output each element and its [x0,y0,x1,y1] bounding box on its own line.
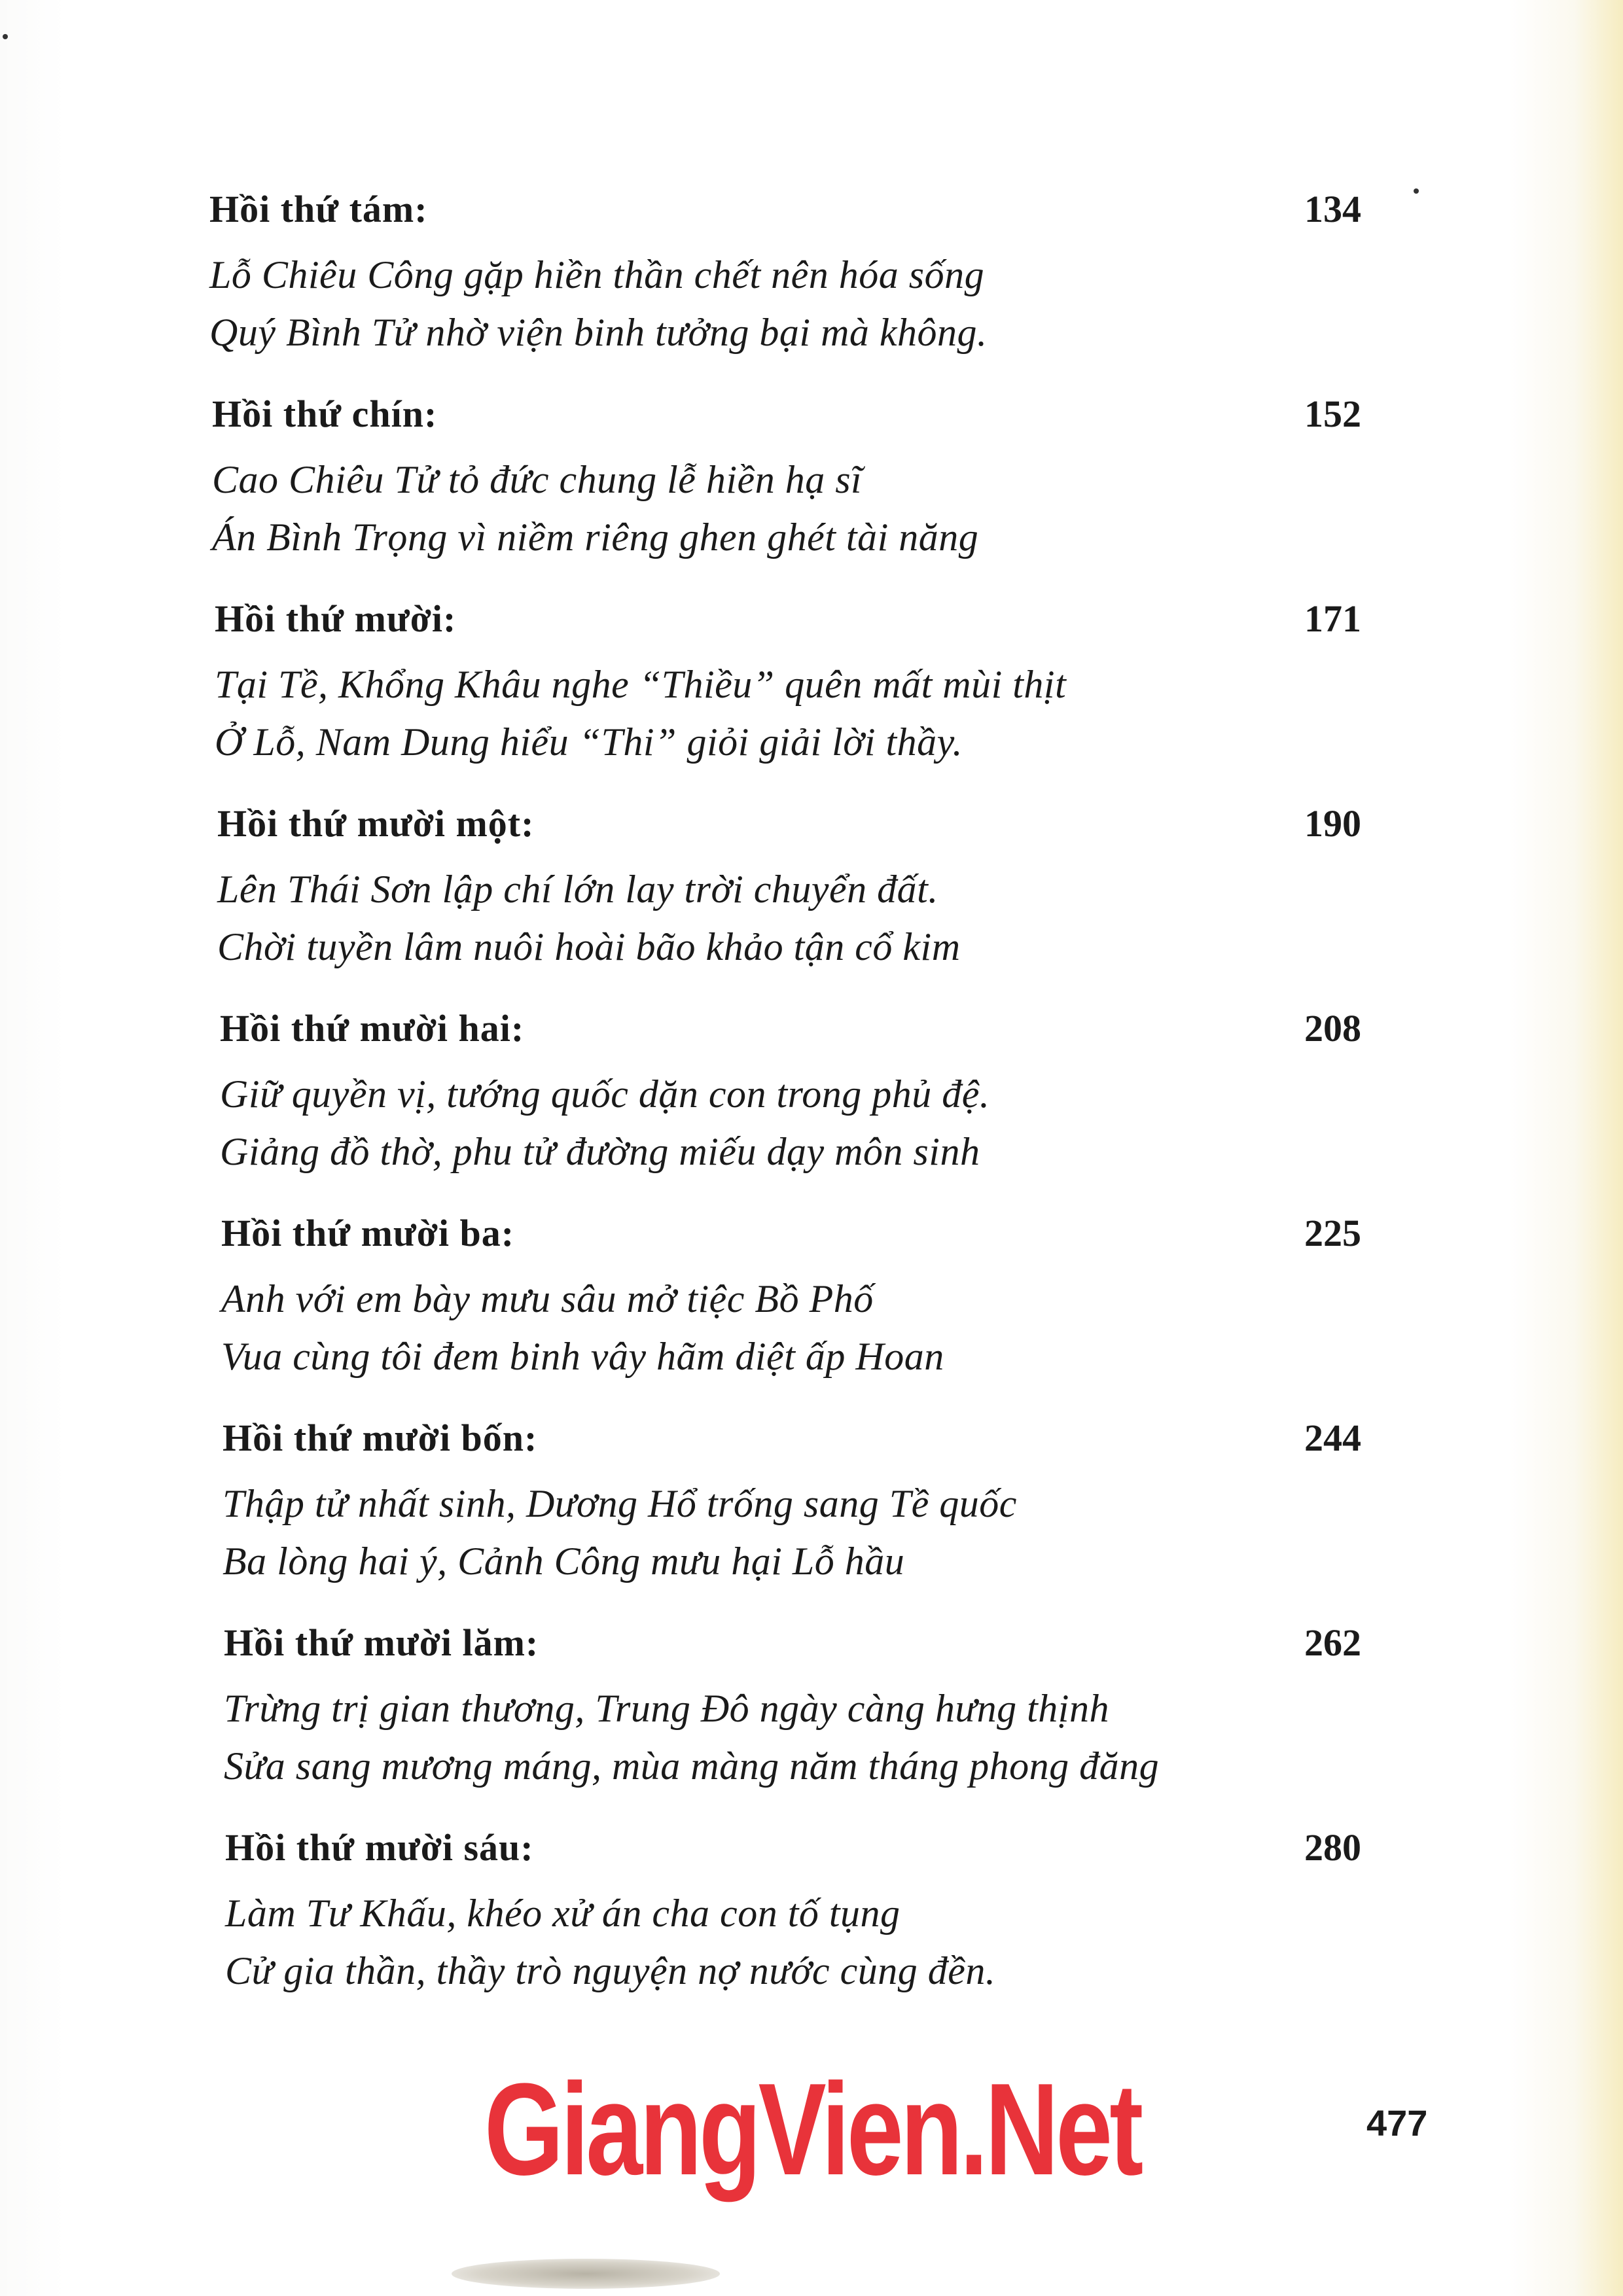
chapter-subtitle-line: Làm Tư Khấu, khéo xử án cha con tố tụng [225,1892,901,1935]
chapter-subtitle-line: Quý Bình Tử nhờ viện binh tưởng bại mà không. [209,311,988,354]
chapter-subtitle-line: Lên Thái Sơn lập chí lớn lay trời chuyển đất. [217,868,938,911]
page-number: 477 [1366,2102,1428,2144]
watermark: GiangVien.Net [484,2057,1141,2202]
chapter-heading-row [223,1412,1361,1475]
chapter-subtitle-line: Vua cùng tôi đem binh vây hãm diệt ấp Hoan [221,1335,944,1378]
chapter-page-number: 190 [1304,802,1361,845]
chapter-title: Hồi thứ chín: [212,393,438,435]
chapter-heading-row [224,1617,1361,1680]
chapter-page-number: 171 [1304,597,1361,640]
chapter-heading-row [215,593,1361,656]
chapter-heading-row [225,1822,1361,1884]
chapter-subtitle-line: Tại Tề, Khổng Khâu nghe “Thiều” quên mất mùi thịt [215,663,1067,706]
chapter-title: Hồi thứ tám: [209,188,428,230]
toc-entry [221,1207,1361,1412]
ink-speck [1414,188,1419,194]
chapter-subtitle-line: Cử gia thần, thầy trò nguyện nợ nước cùng đền. [225,1949,996,1992]
chapter-page-number: 262 [1304,1621,1361,1664]
chapter-page-number: 244 [1304,1417,1361,1459]
chapter-title: Hồi thứ mười hai: [220,1007,525,1050]
toc-entry [215,593,1361,798]
toc-entry [212,388,1361,593]
toc-entry [209,183,1361,388]
chapter-subtitle-line: Thập tử nhất sinh, Dương Hổ trống sang Tề quốc [223,1482,1017,1525]
chapter-subtitle-line: Anh với em bày mưu sâu mở tiệc Bồ Phố [221,1277,874,1320]
chapter-page-number: 225 [1304,1212,1361,1254]
toc-entry [220,1002,1361,1207]
chapter-heading-row [220,1002,1361,1065]
ink-speck [3,34,8,39]
chapter-title: Hồi thứ mười một: [217,802,535,845]
chapter-subtitle-line: Lỗ Chiêu Công gặp hiền thần chết nên hóa sống [209,253,985,296]
chapter-title: Hồi thứ mười lăm: [224,1621,539,1664]
chapter-subtitle-line: Cao Chiêu Tử tỏ đức chung lễ hiền hạ sĩ [212,458,863,501]
chapter-subtitle-line: Trừng trị gian thương, Trung Đô ngày càng hưng thịnh [224,1687,1109,1730]
table-of-contents [209,183,1361,2026]
chapter-subtitle-line: Án Bình Trọng vì niềm riêng ghen ghét tài năng [212,516,979,559]
chapter-page-number: 152 [1304,393,1361,435]
chapter-title: Hồi thứ mười sáu: [225,1826,534,1869]
chapter-title: Hồi thứ mười: [215,597,457,640]
chapter-heading-row [212,388,1361,451]
chapter-heading-row [217,798,1361,860]
chapter-subtitle-line: Ở Lỗ, Nam Dung hiểu “Thi” giỏi giải lời thầy. [215,720,963,764]
chapter-heading-row [209,183,1361,246]
toc-entry [224,1617,1361,1822]
chapter-subtitle-line: Giảng đồ thờ, phu tử đường miếu dạy môn sinh [220,1130,980,1173]
chapter-subtitle-line: Sửa sang mương máng, mùa màng năm tháng phong đăng [224,1744,1160,1788]
page-smudge [452,2259,720,2289]
toc-entry [223,1412,1361,1617]
toc-entry [225,1822,1361,2026]
chapter-page-number: 280 [1304,1826,1361,1869]
chapter-page-number: 208 [1304,1007,1361,1050]
chapter-heading-row [221,1207,1361,1270]
chapter-subtitle-line: Chời tuyền lâm nuôi hoài bão khảo tận cổ kim [217,925,961,968]
chapter-title: Hồi thứ mười bốn: [223,1417,538,1459]
chapter-subtitle-line: Ba lòng hai ý, Cảnh Công mưu hại Lỗ hầu [223,1540,905,1583]
toc-entry [217,798,1361,1002]
chapter-subtitle-line: Giữ quyền vị, tướng quốc dặn con trong phủ đệ. [220,1072,990,1116]
chapter-title: Hồi thứ mười ba: [221,1212,515,1254]
chapter-page-number: 134 [1304,188,1361,230]
